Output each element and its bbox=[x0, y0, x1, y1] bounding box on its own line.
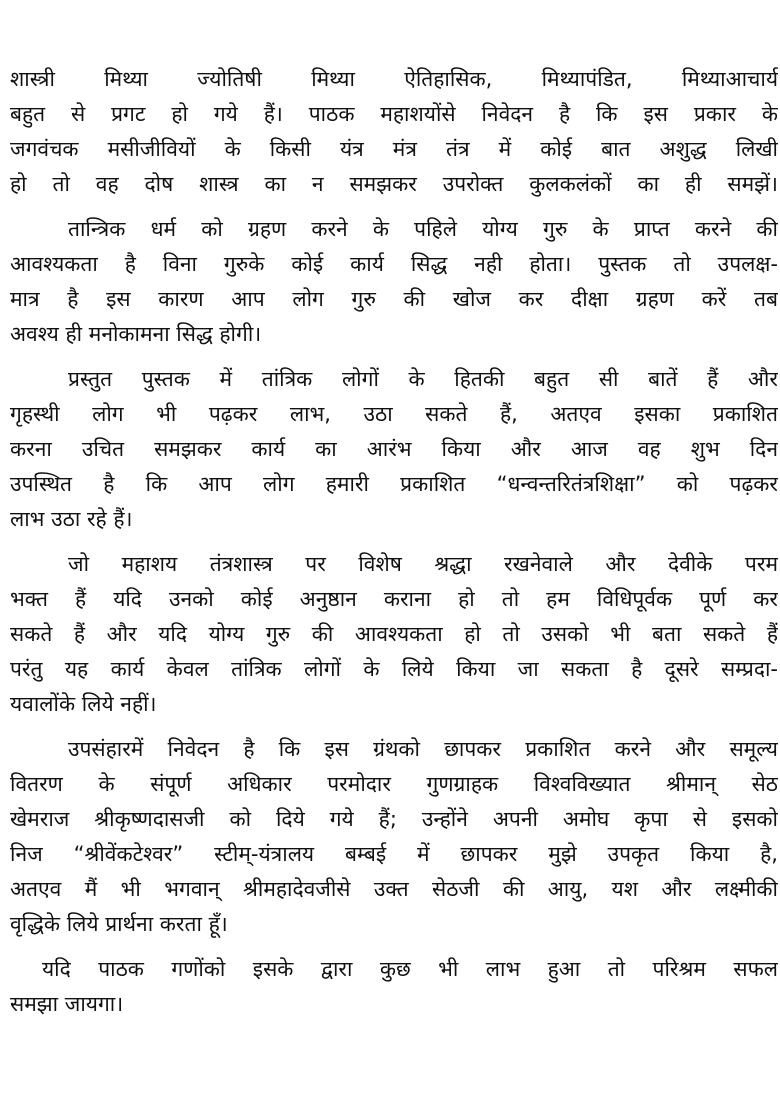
paragraph-1 bbox=[10, 62, 778, 202]
text-line: जो महाशय तंत्रशास्त्र पर विशेष श्रद्धा रखनेवाले और देवीके परम bbox=[68, 552, 778, 576]
paragraph-6 bbox=[10, 952, 778, 1022]
text-line: बहुत से प्रगट हो गये हैं। पाठक महाशयोंसे निवेदन है कि इस प्रकार के bbox=[10, 102, 778, 126]
paragraph-3 bbox=[10, 362, 778, 537]
text-line: निज “श्रीवेंकटेश्वर” स्टीम्-यंत्रालय बम्बई में छापकर मुझे उपकृत किया है, bbox=[10, 842, 778, 866]
text-line: परंतु यह कार्य केवल तांत्रिक लोगों के लिये किया जा सकता है दूसरे सम्प्रदा- bbox=[10, 657, 778, 681]
text-line: प्रस्तुत पुस्तक में तांत्रिक लोगों के हितकी बहुत सी बातें हैं और bbox=[68, 367, 778, 391]
text-line: यवालोंके लिये नहीं। bbox=[10, 692, 157, 716]
text-line: खेमराज श्रीकृष्णदासजी को दिये गये हैं; उन्होंने अपनी अमोघ कृपा से इसको bbox=[10, 807, 778, 831]
text-line: यदि पाठक गणोंको इसके द्वारा कुछ भी लाभ हुआ तो परिश्रम सफल bbox=[42, 957, 778, 981]
text-line: उपस्थित है कि आप लोग हमारी प्रकाशित “धन्वन्तरितंत्रशिक्षा” को पढ़कर bbox=[10, 472, 778, 496]
text-line: हो तो वह दोष शास्त्र का न समझकर उपरोक्त कुलकलंकों का ही समझें। bbox=[10, 172, 778, 196]
text-line: आवश्यकता है विना गुरुके कोई कार्य सिद्ध नही होता। पुस्तक तो उपलक्ष- bbox=[10, 252, 778, 276]
text-line: भक्त हैं यदि उनको कोई अनुष्ठान कराना हो तो हम विधिपूर्वक पूर्ण कर bbox=[10, 587, 778, 611]
text-line: अतएव मैं भी भगवान् श्रीमहादेवजीसे उक्त सेठजी की आयु, यश और लक्ष्मीकी bbox=[10, 877, 778, 901]
text-line: मात्र है इस कारण आप लोग गुरु की खोज कर दीक्षा ग्रहण करें तब bbox=[10, 287, 778, 311]
text-line: उपसंहारमें निवेदन है कि इस ग्रंथको छापकर प्रकाशित करने और समूल्य bbox=[68, 737, 778, 761]
text-line: गृहस्थी लोग भी पढ़कर लाभ, उठा सकते हैं, अतएव इसका प्रकाशित bbox=[10, 402, 778, 426]
document-page bbox=[10, 62, 778, 1022]
paragraph-2 bbox=[10, 212, 778, 352]
text-line: वितरण के संपूर्ण अधिकार परमोदार गुणग्राहक विश्वविख्यात श्रीमान् सेठ bbox=[10, 772, 778, 796]
text-line: वृद्धिके लिये प्रार्थना करता हूँ। bbox=[10, 912, 228, 936]
paragraph-5 bbox=[10, 732, 778, 942]
text-line: जगवंचक मसीजीवियों के किसी यंत्र मंत्र तंत्र में कोई बात अशुद्ध लिखी bbox=[10, 137, 778, 161]
text-line: शास्त्री मिथ्या ज्योतिषी मिथ्या ऐतिहासिक, मिथ्यापंडित, मिथ्याआचार्य bbox=[10, 67, 778, 91]
text-line: अवश्य ही मनोकामना सिद्ध होगी। bbox=[10, 322, 262, 346]
text-line: तान्त्रिक धर्म को ग्रहण करने के पहिले योग्य गुरु के प्राप्त करने की bbox=[68, 217, 778, 241]
text-line: समझा जायगा। bbox=[10, 992, 124, 1016]
paragraph-4 bbox=[10, 547, 778, 722]
text-line: करना उचित समझकर कार्य का आरंभ किया और आज वह शुभ दिन bbox=[10, 437, 778, 461]
text-line: सकते हैं और यदि योग्य गुरु की आवश्यकता हो तो उसको भी बता सकते हैं bbox=[10, 622, 778, 646]
text-line: लाभ उठा रहे हैं। bbox=[10, 507, 133, 531]
